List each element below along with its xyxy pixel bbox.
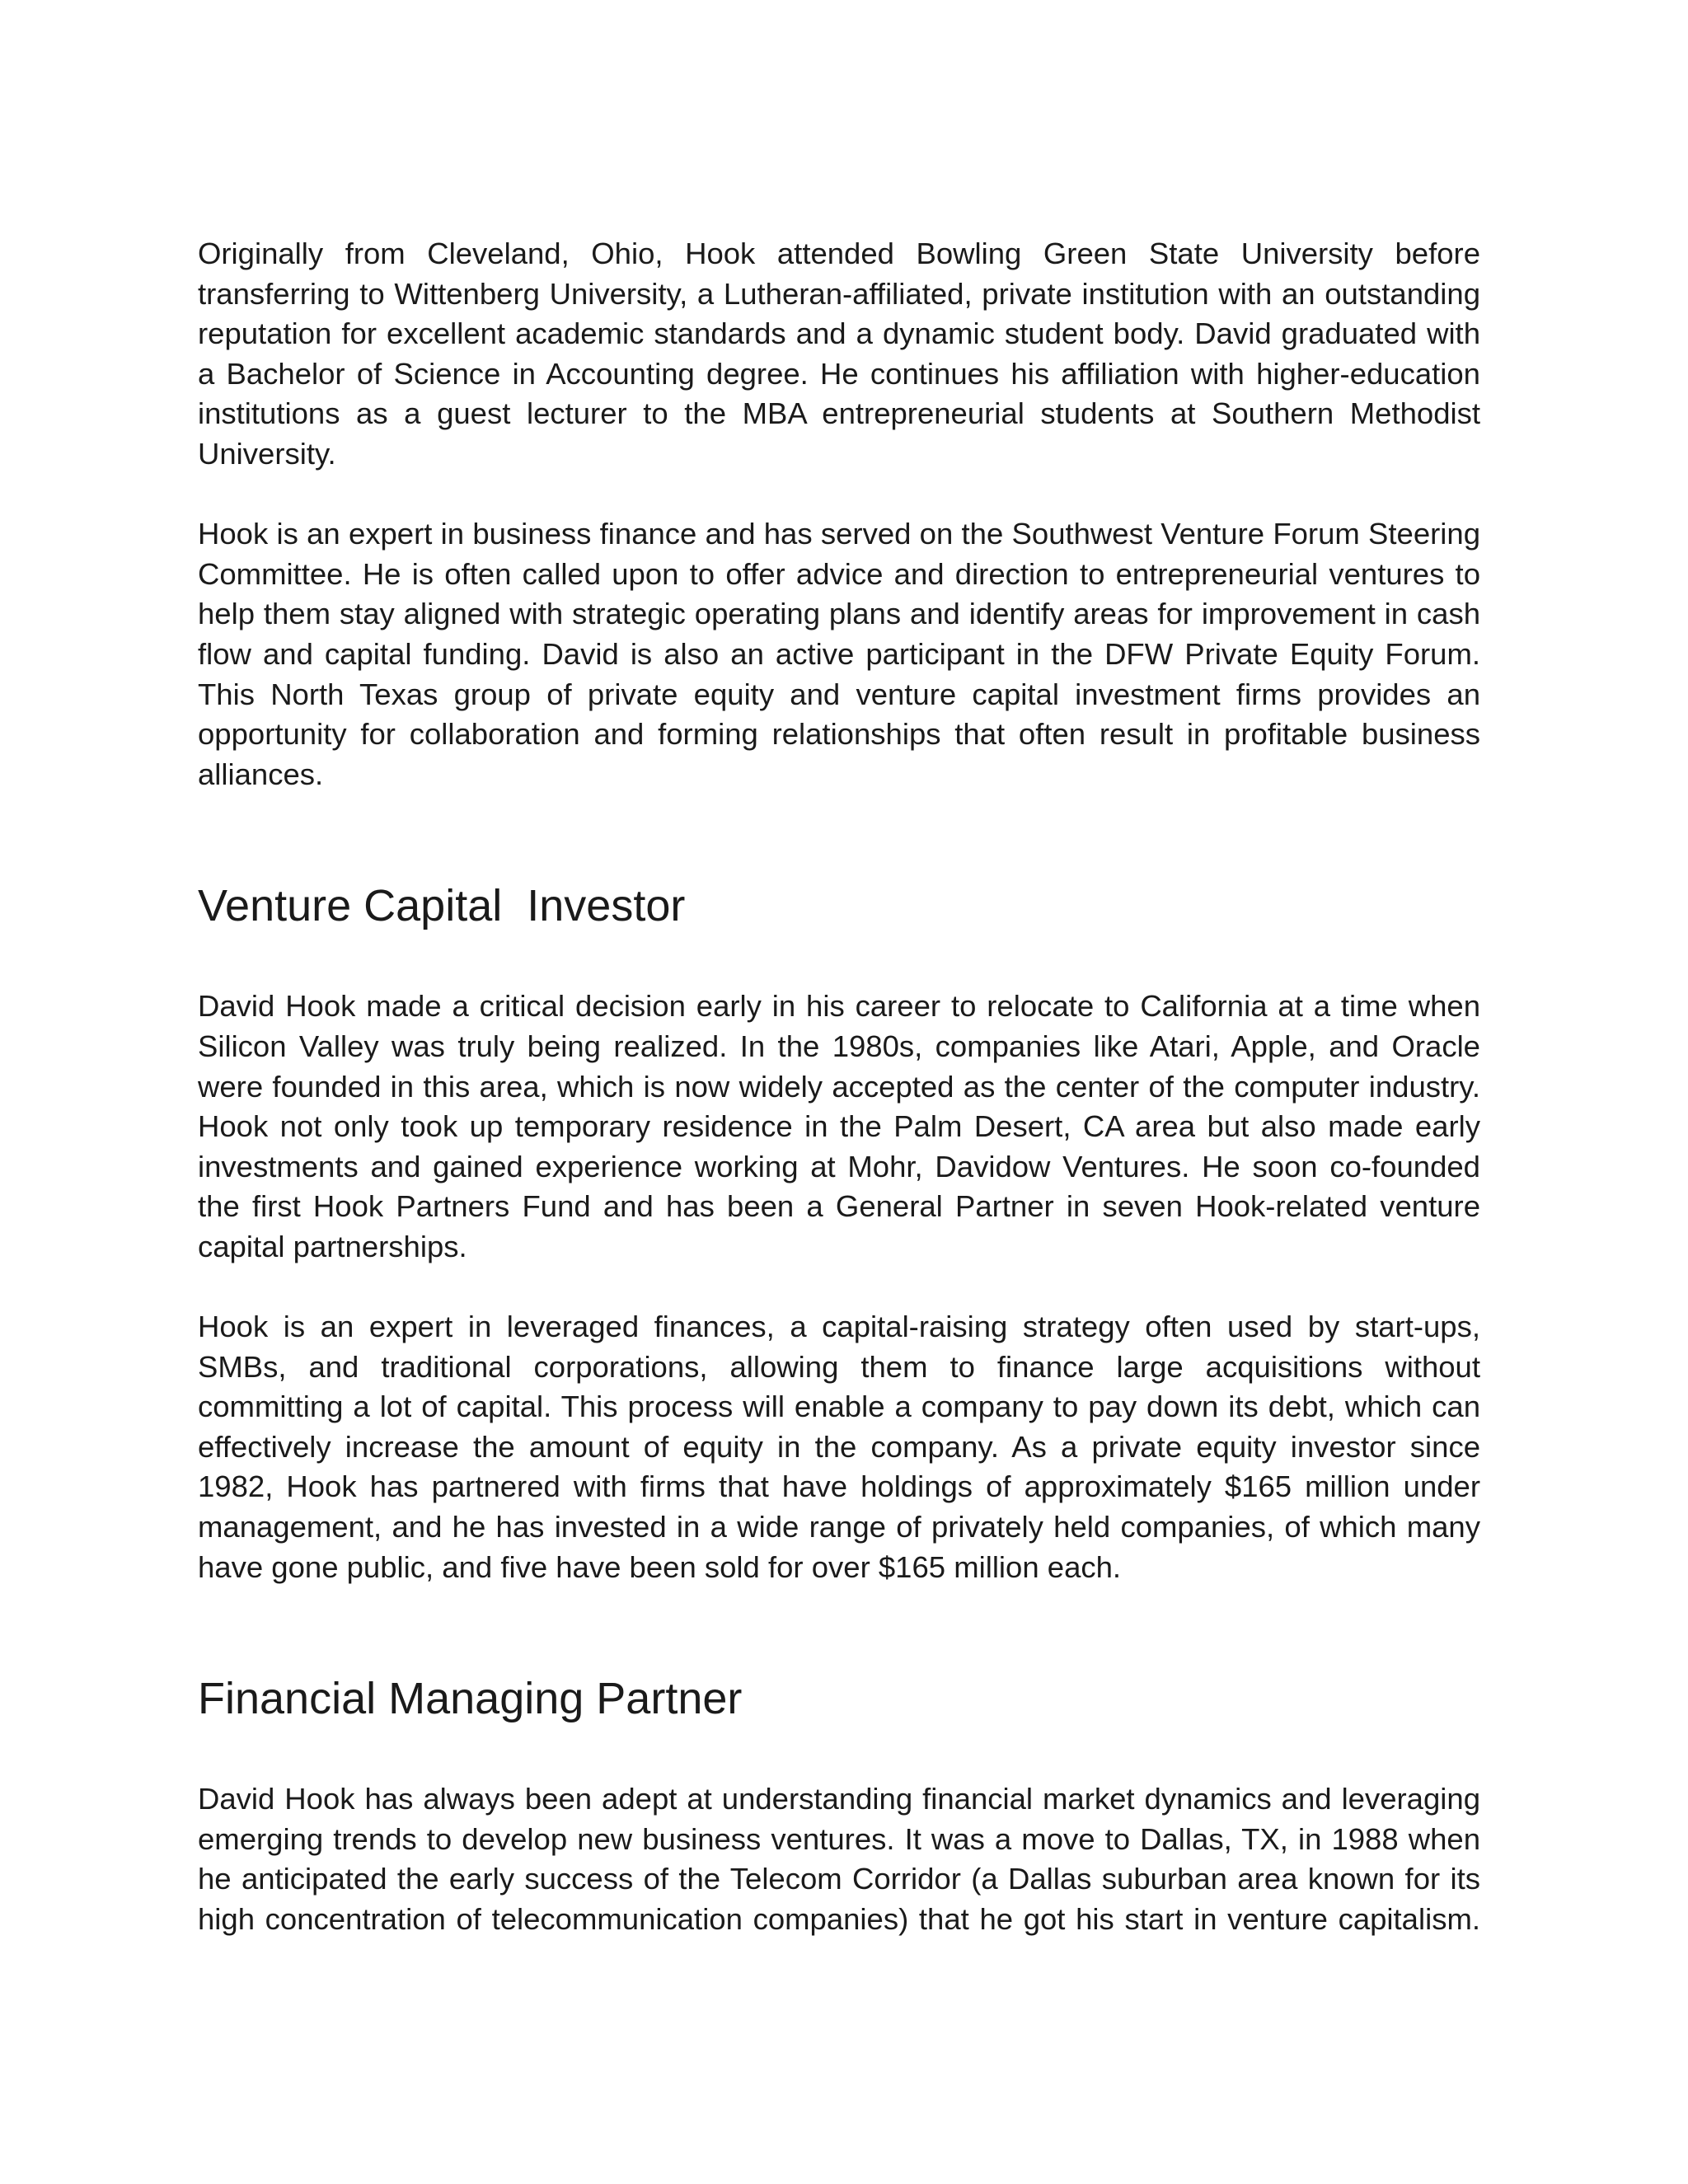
document-page bbox=[198, 234, 1480, 1940]
paragraph-california: David Hook made a critical decision early in his career to relocate to California at a time when Silicon Valley was truly being realized. In the 1980s, companies like Atari, Apple, and Oracle were founded in this area, which is now widely accepted as the center of the computer industry. Hook not only took up temporary residence in the Palm Desert, CA area but also made early investments and gained experience working at Mohr, Davidow Ventures. He soon co-founded the first Hook Partners Fund and has been a General Partner in seven Hook-related venture capital partnerships. bbox=[198, 989, 1480, 1263]
heading-financial-managing-partner: Financial Managing Partner bbox=[198, 1674, 743, 1724]
heading-venture-capital-investor: Venture Capital Investor bbox=[198, 881, 686, 931]
paragraph-bio-education: Originally from Cleveland, Ohio, Hook attended Bowling Green State University before transferring to Wittenberg University, a Lutheran-affiliated, private institution with an outstanding reputation for excellent academic standards and a dynamic student body. David graduated with a Bachelor of Science in Accounting degree. He continues his affiliation with higher-education institutions as a guest lecturer to the MBA entrepreneurial students at Southern Methodist University. bbox=[198, 237, 1480, 471]
paragraph-leveraged-finance: Hook is an expert in leveraged finances, a capital-raising strategy often used by start-ups, SMBs, and traditional corporations, allowing them to finance large acquisitions without committing a lot of capital. This process will enable a company to pay down its debt, which can effectively increase the amount of equity in the company. As a private equity investor since 1982, Hook has partnered with firms that have holdings of approximately $165 million under management, and he has invested in a wide range of privately held companies, of which many have gone public, and five have been sold for over $165 million each. bbox=[198, 1310, 1480, 1584]
paragraph-business-finance: Hook is an expert in business finance and has served on the Southwest Venture Forum Steering Committee. He is often called upon to offer advice and direction to entrepreneurial ventures to help them stay aligned with strategic operating plans and identify areas for improvement in cash flow and capital funding. David is also an active participant in the DFW Private Equity Forum. This North Texas group of private equity and venture capital investment firms provides an opportunity for collaboration and forming relationships that often result in profitable business alliances. bbox=[198, 517, 1480, 791]
paragraph-dallas: David Hook has always been adept at understanding financial market dynamics and leveraging emerging trends to develop new business ventures. It was a move to Dallas, TX, in 1988 when he anticipated the early success of the Telecom Corridor (a Dallas suburban area known for its high concentration of telecommunication companies) that he got his start in venture capitalism. bbox=[198, 1782, 1480, 1936]
